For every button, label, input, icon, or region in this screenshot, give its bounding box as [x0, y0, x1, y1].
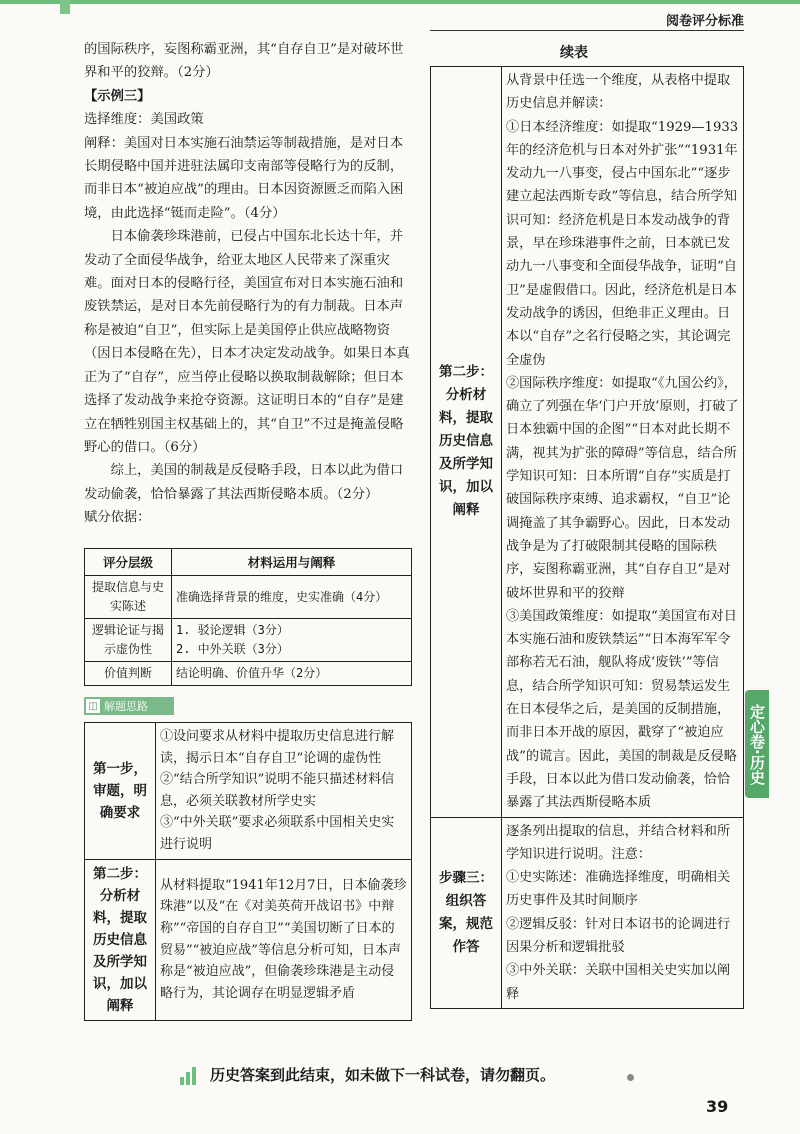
left-paragraph-3: 综上，美国的制裁是反侵略手段，日本以此为借口发动偷袭，恰恰暴露了其法西斯侵略本质。（2分） — [84, 463, 404, 502]
footer-dot — [627, 1074, 634, 1081]
solution-guide-table — [84, 722, 412, 1021]
continued-guide-table — [430, 66, 744, 1009]
solution-guide-badge — [84, 697, 174, 715]
guide-step-label: 步骤三：组织答案，规范作答 — [431, 817, 502, 1008]
continued-label: 续表 — [560, 45, 588, 61]
guide-step-label: 第一步，审题，明确要求 — [85, 723, 156, 860]
bar-chart-icon — [180, 1067, 202, 1085]
example-three-title: 【示例三】 — [84, 88, 151, 104]
guide-step-content: 从背景中任选一个维度，从表格中提取历史信息并解读： ①日本经济维度：如提取“1929—1933年的经济危机与日本对外扩张”“1931年发动九一八事变，侵占中国东北”“逐步建立起法西斯专政”等信息，结合所学知识可知：经济危机是日本发动战争的背景，早在珍珠港事件之前，日本就已发动九一八事变和全面侵华战争，证明“自卫”是虚假借口。因此，经济危机是日本发动战争的诱因，但绝非正义理由。日本以“自存”之名行侵略之实，其论调完全虚伪 ②国际秩序维度：如提取“《九国公约》，确立了列强在华‘门户开放’原则，打破了日本独霸中国的企图”“日本对此长期不满，视其为扩张的障碍”等信息，结合所学知识可知：日本所谓“自存”实质是打破国际秩序束缚、追求霸权，“自卫”论调掩盖了其争霸野心。因此，日本发动战争是为了打破限制其侵略的国际秩序，妄图称霸亚洲，其“自存自卫”是对破坏世界和平的狡辩 ③美国政策维度：如提取“美国宣布对日本实施石油和废铁禁运”“日本海军军令部称若无石油，舰队将成‘废铁’”等信息，结合所学知识可知：贸易禁运发生在日本侵华之后，是美国的反制措施，而非日本开战的原因，戳穿了“被迫应战”的谎言。因此，美国的制裁是反侵略手段，日本以此为借口发动偷袭，恰恰暴露了其法西斯侵略本质 — [502, 67, 744, 818]
explanation-paragraph: 阐释：美国对日本实施石油禁运等制裁措施，是对日本长期侵略中国并进驻法属印支南部等侵略行为的反制，而非日本“被迫应战”的理由。日本因资源匮乏而陷入困境，由此选择“铤而走险”。（4分） — [84, 135, 404, 221]
score-criteria-cell: 结论明确、价值升华（2分） — [172, 662, 412, 686]
table-row — [85, 619, 412, 662]
score-level-cell: 价值判断 — [85, 662, 172, 686]
guide-badge-label: 解题思路 — [104, 700, 148, 713]
table-row — [85, 723, 412, 860]
score-criteria-cell: 1. 驳论逻辑（3分） 2. 中外关联（3分） — [172, 619, 412, 662]
guide-book-icon: ◫ — [86, 699, 100, 713]
top-left-accent — [60, 0, 70, 14]
guide-step-label: 第二步：分析材料，提取历史信息及所学知识，加以阐释 — [431, 67, 502, 818]
basis-label: 赋分依据： — [84, 510, 151, 526]
dimension-line: 选择维度：美国政策 — [84, 112, 204, 128]
top-accent-bar — [0, 0, 800, 4]
header-divider — [430, 30, 744, 31]
table-row — [85, 662, 412, 686]
guide-step-content: ①设问要求从材料中提取历史信息进行解读，揭示日本“自存自卫”论调的虚伪性 ②“结合所学知识”说明不能只描述材料信息，必须关联教材所学史实 ③“中外关联”要求必须联系中国相关史实进行说明 — [156, 723, 412, 860]
score-header-level: 评分层级 — [85, 549, 172, 576]
guide-step-content: 从材料提取“1941年12月7日，日本偷袭珍珠港”以及“在《对美英荷开战诏书》中辩称”“帝国的自存自卫”“美国切断了日本的贸易”“被迫应战”等信息分析可知，日本声称是“被迫应战”，但偷袭珍珠港是主动侵略行为，其论调存在明显逻辑矛盾 — [156, 859, 412, 1020]
table-row — [85, 576, 412, 619]
score-table-header — [85, 549, 412, 576]
subject-side-tab: 定心卷·历史 — [745, 690, 769, 798]
score-level-cell: 逻辑论证与揭示虚伪性 — [85, 619, 172, 662]
footer-notice: 历史答案到此结束，如未做下一科试卷，请勿翻页。 — [210, 1066, 556, 1084]
table-row — [431, 817, 744, 1008]
header-title: 阅卷评分标准 — [665, 14, 744, 29]
guide-step-content: 逐条列出提取的信息，并结合材料和所学知识进行说明。注意： ①史实陈述：准确选择维度，明确相关历史事件及其时间顺序 ②逻辑反驳：针对日本诏书的论调进行因果分析和逻辑批驳 ③中外关联：关联中国相关史实加以阐释 — [502, 817, 744, 1008]
score-header-material: 材料运用与阐释 — [172, 549, 412, 576]
score-criteria-cell: 准确选择背景的维度，史实准确（4分） — [172, 576, 412, 619]
page-number: 39 — [706, 1097, 729, 1116]
table-row — [431, 67, 744, 818]
left-paragraph-1: 的国际秩序，妄图称霸亚洲，其“自存自卫”是对破坏世界和平的狡辩。（2分） — [84, 42, 404, 81]
score-table — [84, 548, 412, 686]
left-paragraph-2: 日本偷袭珍珠港前，已侵占中国东北长达十年，并发动了全面侵华战争，给亚太地区人民带来了深重灾难。面对日本的侵略行径，美国宣布对日本实施石油和废铁禁运，是对日本先前侵略行为的有力制裁。日本声称是被迫“自卫”，但实际上是美国停止供应战略物资（因日本侵略在先），日本才决定发动战争。如果日本真正为了“自存”，应当停止侵略以换取制裁解除；但日本选择了发动战争来抢夺资源。这证明日本的“自存”是建立在牺牲别国主权基础上的，其“自卫”不过是掩盖侵略野心的借口。（6分） — [84, 229, 410, 455]
score-level-cell: 提取信息与史实陈述 — [85, 576, 172, 619]
left-column — [84, 38, 414, 530]
table-row — [85, 859, 412, 1020]
guide-step-label: 第二步：分析材料，提取历史信息及所学知识，加以阐释 — [85, 859, 156, 1020]
